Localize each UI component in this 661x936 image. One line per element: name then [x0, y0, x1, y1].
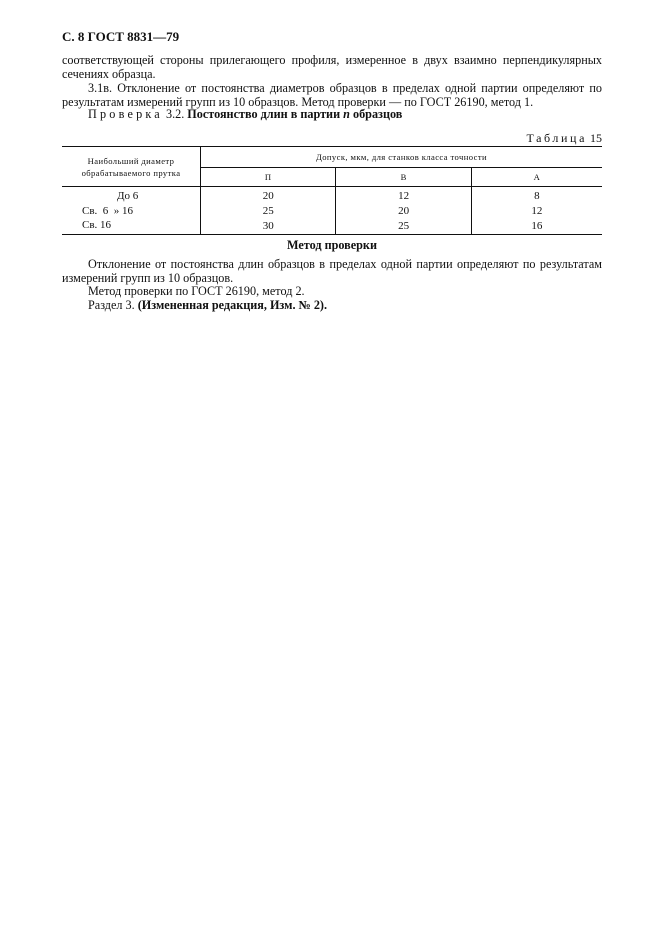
table-caption — [490, 132, 602, 146]
table-cell: 12 — [336, 187, 471, 204]
table-row — [62, 187, 602, 204]
table-cell: 25 — [336, 218, 471, 235]
column-header-diameter: Наибольший диаметр обрабатываемого прутка — [62, 147, 201, 187]
section-reference: Раздел 3. — [88, 298, 135, 312]
table-row — [62, 218, 602, 235]
table-row — [62, 203, 602, 218]
paragraph-3-1v: 3.1в. Отклонение от постоянства диаметров образцов в пределах одной партии определяют по результатам измерений групп из 10 образцов. Метод проверки — по ГОСТ 26190, метод 1. — [62, 81, 602, 109]
method-paragraph-1: Отклонение от постоянства длин образцов в пределах одной партии определяют по результатам измерений групп из 10 образцов. — [62, 257, 602, 285]
table-caption-word: Таблица — [526, 131, 587, 145]
check-title: Постоянство длин в партии n образцов — [187, 107, 403, 121]
table-caption-number: 15 — [590, 131, 602, 145]
table-cell: 25 — [201, 203, 336, 218]
section-amendment-note — [62, 299, 602, 313]
page-header: С. 8 ГОСТ 8831—79 — [62, 29, 180, 44]
table-cell: 16 — [471, 218, 602, 235]
method-paragraph-2: Метод проверки по ГОСТ 26190, метод 2. — [88, 284, 305, 298]
column-header-tolerance-group: Допуск, мкм, для станков класса точности — [201, 147, 603, 168]
check-label: Проверка — [88, 107, 163, 121]
column-header-class-p: П — [201, 168, 336, 187]
table-cell: 12 — [531, 204, 543, 217]
row-label: Св. 16 — [62, 218, 201, 235]
tolerance-table — [62, 146, 602, 235]
amendment-text: (Измененная редакция, Изм. № 2). — [137, 298, 328, 312]
paragraph-profile-continuation: соответствующей стороны прилегающего профиля, измеренное в двух взаимно перпендикулярных сечениях образца. — [62, 53, 602, 81]
check-3-2-heading — [62, 108, 602, 122]
table-cell: 8 — [534, 189, 540, 202]
table-cell: 30 — [201, 218, 336, 235]
method-heading: Метод проверки — [287, 238, 377, 252]
column-header-class-a: А — [471, 168, 602, 187]
row-label: До 6 — [62, 187, 201, 204]
table-cell: 20 — [336, 203, 471, 218]
column-header-class-v: В — [336, 168, 471, 187]
table-cell: 20 — [201, 187, 336, 204]
check-number: 3.2. — [165, 107, 185, 121]
row-label: Св. 6 » 16 — [62, 203, 201, 218]
